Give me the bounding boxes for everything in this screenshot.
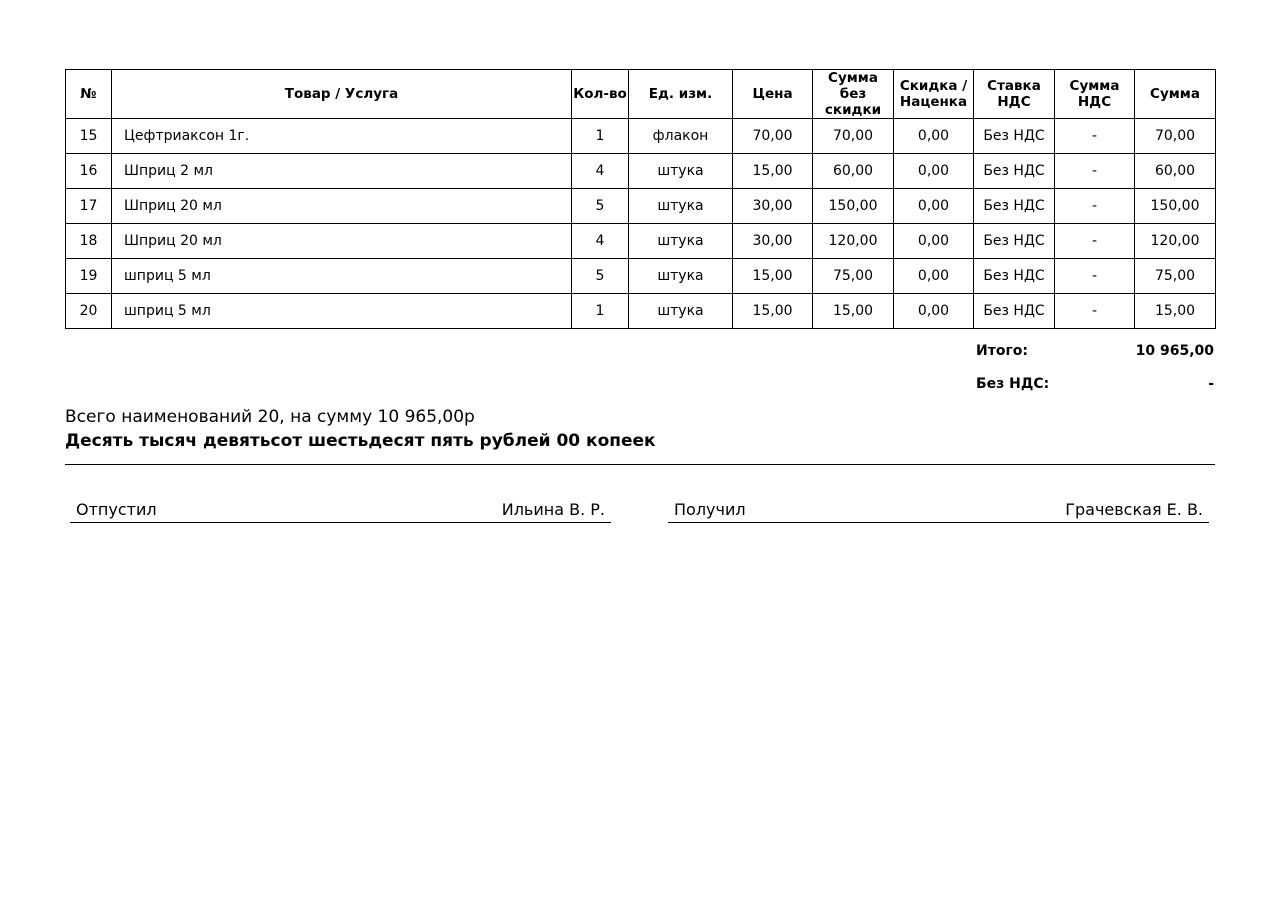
cell-sum-no-discount: 15,00: [813, 294, 894, 329]
released-signature: [70, 496, 611, 523]
cell-price: 15,00: [733, 259, 813, 294]
cell-vat-rate: Без НДС: [974, 294, 1055, 329]
cell-unit: штука: [629, 224, 733, 259]
cell-total: 120,00: [1135, 224, 1216, 259]
cell-price: 15,00: [733, 294, 813, 329]
cell-num: 20: [66, 294, 112, 329]
cell-unit: штука: [629, 189, 733, 224]
released-label: Отпустил: [76, 499, 157, 519]
vat-row: [976, 367, 1214, 400]
summary-amount-words: Десять тысяч девятьсот шестьдесят пять рублей 00 копеек: [65, 431, 656, 451]
cell-name: Шприц 20 мл: [112, 189, 572, 224]
summary-divider: [65, 464, 1215, 465]
received-name: Грачевская Е. В.: [1065, 499, 1203, 519]
vat-label: Без НДС:: [976, 375, 1050, 392]
cell-vat-rate: Без НДС: [974, 259, 1055, 294]
cell-sum-no-discount: 120,00: [813, 224, 894, 259]
cell-total: 70,00: [1135, 119, 1216, 154]
header-sum-no-discount-line1: Сумма без: [828, 70, 878, 102]
received-label: Получил: [674, 499, 746, 519]
cell-qty: 1: [572, 119, 629, 154]
header-discount-line1: Скидка /: [899, 78, 968, 94]
summary-count: Всего наименований 20, на сумму 10 965,00р: [65, 407, 475, 427]
items-table: [65, 69, 1216, 329]
cell-name: Шприц 2 мл: [112, 154, 572, 189]
released-name: Ильина В. Р.: [501, 499, 605, 519]
cell-discount: 0,00: [894, 224, 974, 259]
cell-unit: штука: [629, 154, 733, 189]
total-value: 10 965,00: [1135, 342, 1214, 359]
header-qty: Кол-во: [572, 70, 629, 119]
header-num: №: [66, 70, 112, 119]
table-row: [66, 224, 1216, 259]
cell-num: 16: [66, 154, 112, 189]
header-vat-rate: [974, 70, 1055, 119]
totals-block: [976, 334, 1214, 400]
received-signature: [668, 496, 1209, 523]
cell-num: 19: [66, 259, 112, 294]
cell-price: 30,00: [733, 224, 813, 259]
cell-vat-sum: -: [1055, 294, 1135, 329]
table-row: [66, 259, 1216, 294]
cell-num: 15: [66, 119, 112, 154]
header-price: Цена: [733, 70, 813, 119]
cell-unit: флакон: [629, 119, 733, 154]
cell-unit: штука: [629, 294, 733, 329]
cell-vat-rate: Без НДС: [974, 189, 1055, 224]
header-vat-rate-line2: НДС: [997, 94, 1031, 110]
cell-qty: 5: [572, 189, 629, 224]
header-vat-sum-line1: Сумма: [1069, 78, 1120, 94]
header-unit: Ед. изм.: [629, 70, 733, 119]
cell-discount: 0,00: [894, 259, 974, 294]
header-vat-sum: [1055, 70, 1135, 119]
cell-discount: 0,00: [894, 154, 974, 189]
cell-total: 75,00: [1135, 259, 1216, 294]
table-header-row: [66, 70, 1216, 119]
cell-vat-sum: -: [1055, 154, 1135, 189]
cell-sum-no-discount: 150,00: [813, 189, 894, 224]
cell-qty: 4: [572, 224, 629, 259]
total-row: [976, 334, 1214, 367]
cell-total: 150,00: [1135, 189, 1216, 224]
header-name: Товар / Услуга: [112, 70, 572, 119]
cell-vat-sum: -: [1055, 119, 1135, 154]
cell-price: 30,00: [733, 189, 813, 224]
header-vat-rate-line1: Ставка: [987, 78, 1041, 94]
cell-qty: 5: [572, 259, 629, 294]
cell-name: Шприц 20 мл: [112, 224, 572, 259]
cell-num: 18: [66, 224, 112, 259]
cell-discount: 0,00: [894, 119, 974, 154]
cell-qty: 1: [572, 294, 629, 329]
cell-qty: 4: [572, 154, 629, 189]
cell-unit: штука: [629, 259, 733, 294]
cell-total: 60,00: [1135, 154, 1216, 189]
header-sum-no-discount: [813, 70, 894, 119]
header-sum-no-discount-line2: скидки: [824, 102, 882, 118]
table-row: [66, 119, 1216, 154]
header-total: Сумма: [1135, 70, 1216, 119]
table-row: [66, 154, 1216, 189]
vat-value: -: [1208, 375, 1214, 392]
cell-total: 15,00: [1135, 294, 1216, 329]
cell-vat-sum: -: [1055, 259, 1135, 294]
cell-sum-no-discount: 75,00: [813, 259, 894, 294]
cell-vat-rate: Без НДС: [974, 224, 1055, 259]
cell-vat-rate: Без НДС: [974, 119, 1055, 154]
cell-discount: 0,00: [894, 189, 974, 224]
cell-name: шприц 5 мл: [112, 294, 572, 329]
summary-block: [65, 405, 1215, 465]
total-label: Итого:: [976, 342, 1028, 359]
cell-name: шприц 5 мл: [112, 259, 572, 294]
cell-vat-rate: Без НДС: [974, 154, 1055, 189]
header-vat-sum-line2: НДС: [1077, 94, 1112, 110]
cell-vat-sum: -: [1055, 189, 1135, 224]
cell-discount: 0,00: [894, 294, 974, 329]
table-row: [66, 189, 1216, 224]
cell-name: Цефтриаксон 1г.: [112, 119, 572, 154]
header-discount: [894, 70, 974, 119]
table-row: [66, 294, 1216, 329]
cell-sum-no-discount: 70,00: [813, 119, 894, 154]
cell-price: 70,00: [733, 119, 813, 154]
header-discount-line2: Наценка: [899, 94, 968, 110]
cell-num: 17: [66, 189, 112, 224]
cell-sum-no-discount: 60,00: [813, 154, 894, 189]
cell-price: 15,00: [733, 154, 813, 189]
cell-vat-sum: -: [1055, 224, 1135, 259]
